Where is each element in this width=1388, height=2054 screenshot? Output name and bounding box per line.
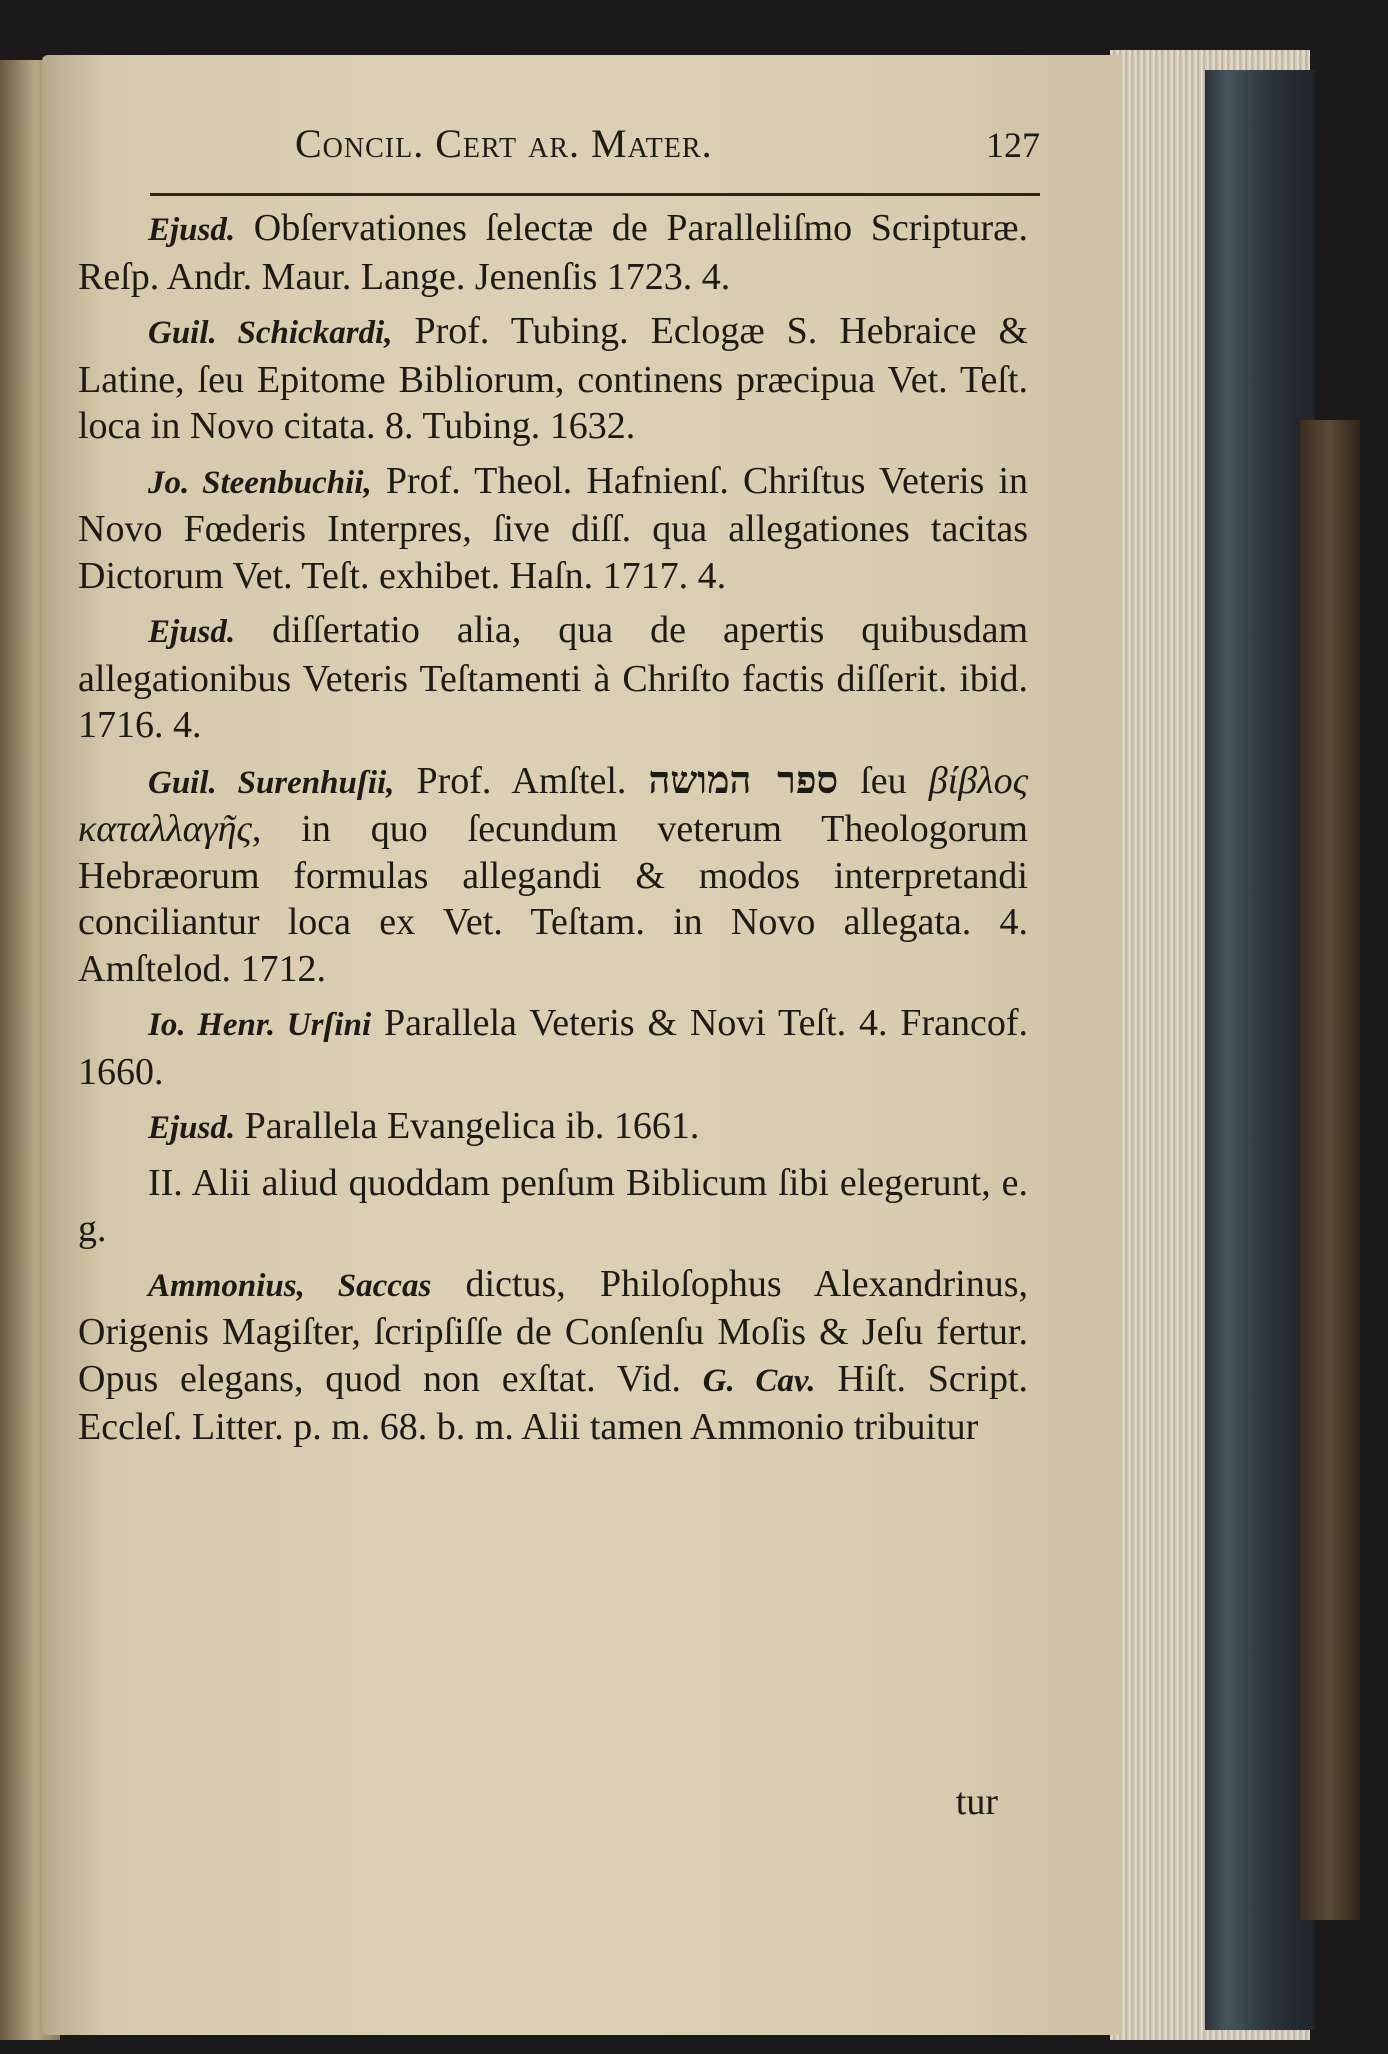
hebrew-title: ספר המושה: [648, 756, 839, 802]
entry-steenbuch-2: [78, 607, 1028, 749]
entry-text: Parallela Evangelica ib. 1661.: [235, 1105, 700, 1147]
entry-text: dictus, Philoſophus Alexandrinus, Origenis Magiſter, ſcripſiſſe de Conſenſu Moſis & Jeſu fertur. Opus elegans, quod non exſtat. Vid.: [78, 1262, 1028, 1400]
entry-steenbuch: [78, 458, 1028, 600]
section-ii: [78, 1160, 1028, 1253]
entry-ammonius: [78, 1261, 1028, 1451]
page-number: 127: [986, 125, 1040, 165]
author-name: Ejusd.: [148, 614, 236, 650]
entry-text: , in quo ſecundum veterum Theologorum Hebræorum formulas allegandi & modos interpretandi conciliantur loca ex Vet. Teſtam. in Novo allegata. 4. Amſtelod. 1712.: [78, 808, 1028, 990]
greek-title: βίβλος καταλλαγῆς: [78, 759, 1028, 850]
header-rule: [150, 193, 1040, 196]
entry-text: Hiſt. Script. Eccleſ. Litter. p. m. 68. b. m. Alii tamen Ammonio tribuitur: [78, 1357, 1028, 1448]
author-name: Ejusd.: [148, 1110, 236, 1146]
entry-text: Prof. Theol. Hafnienſ. Chriſtus Veteris in Novo Fœderis Interpres, ſive diſſ. qua allegationes tacitas Dictorum Vet. Teſt. exhibet. Haſn. 1717. 4.: [78, 459, 1028, 597]
author-name: Guil. Schickardi,: [148, 315, 393, 351]
author-name: Guil. Surenhuſii,: [148, 764, 395, 801]
entry-ursinus: [78, 1000, 1028, 1095]
entry-text: Parallela Veteris & Novi Teſt. 4. Francof. 1660.: [78, 1002, 1028, 1093]
entry-text: II. Alii aliud quoddam penſum Biblicum ſibi elegerunt, e. g.: [78, 1161, 1028, 1250]
author-name: Ejusd.: [148, 212, 236, 248]
cover-leather: [1300, 420, 1360, 1920]
author-name: Jo. Steenbuchii,: [148, 464, 372, 501]
entry-text: ſeu: [838, 759, 929, 802]
entry-schickard: [78, 308, 1028, 450]
author-name: Ammonius, Saccas: [148, 1267, 432, 1304]
entry-surenhusius: [78, 757, 1028, 993]
entry-text: Prof. Amſtel.: [394, 759, 649, 802]
entry-ursinus-2: [78, 1103, 1028, 1152]
entry-lange: [78, 205, 1028, 300]
catchword: tur: [955, 1781, 998, 1823]
author-name: Io. Henr. Urſini: [148, 1007, 372, 1043]
entry-text: diſſertatio alia, qua de apertis quibusdam allegationibus Veteris Teſtamenti à Chriſto factis diſſerit. ibid. 1716. 4.: [78, 609, 1028, 746]
book-cover: [1205, 70, 1315, 2030]
author-name: G. Cav.: [702, 1362, 816, 1399]
running-head: Concil. Cert ar. Mater.: [295, 121, 713, 166]
page-header: [140, 120, 1040, 180]
entry-text: Prof. Tubing. Eclogæ S. Hebraice & Latine, ſeu Epitome Bibliorum, continens præcipua Vet. Teſt. loca in Novo citata. 8. Tubing. 1632.: [78, 310, 1029, 447]
entry-text: Obſervationes ſelectæ de Paralleliſmo Scripturæ. Reſp. Andr. Maur. Lange. Jenenſis 1723. 4.: [78, 207, 1028, 298]
page-text: [78, 205, 1028, 1459]
